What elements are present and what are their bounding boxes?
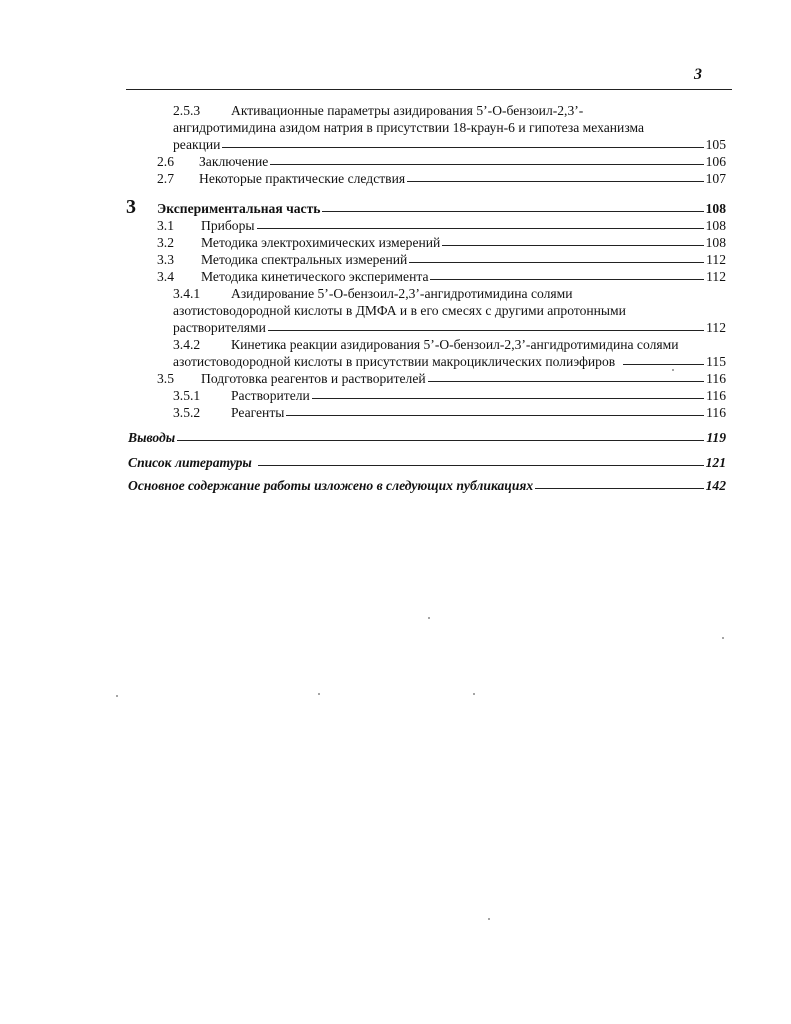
scan-speck (116, 695, 118, 697)
toc-title: Экспериментальная часть (157, 201, 321, 216)
dot-leader (286, 415, 704, 416)
toc-num: 3.5 (157, 371, 174, 386)
scan-speck (488, 918, 490, 920)
toc-title-line: реакции (173, 137, 221, 152)
toc-entry-3-4-1[interactable] (173, 319, 726, 336)
toc-title: Некоторые практические следствия (199, 171, 406, 186)
toc-num: 3.5.2 (173, 405, 201, 420)
toc-title: Основное содержание работы изложено в следующих публикациях (128, 478, 534, 493)
scan-speck (318, 693, 320, 695)
dot-leader (268, 330, 704, 331)
toc-page: 116 (706, 388, 726, 403)
toc-num: 3.4.2 (173, 337, 201, 352)
toc-conclusions[interactable] (128, 429, 726, 446)
dot-leader (177, 440, 704, 441)
dot-leader (442, 245, 703, 246)
toc-title: Методика спектральных измерений (201, 252, 408, 267)
toc-title-line: Активационные параметры азидирования 5’-О-бензоил-2,3’- (231, 103, 584, 118)
toc-title: Список литературы (128, 455, 252, 470)
toc-page: 112 (706, 320, 726, 335)
toc-title: Выводы (128, 430, 176, 445)
toc-num: 3.4 (157, 269, 174, 284)
toc-title: Подготовка реагентов и растворителей (201, 371, 426, 386)
toc-num: 3.1 (157, 218, 174, 233)
toc-num: 2.6 (157, 154, 174, 169)
toc-num: 2.5.3 (173, 103, 201, 118)
dot-leader (535, 488, 703, 489)
toc-title: Приборы (201, 218, 255, 233)
dot-leader (407, 181, 703, 182)
toc-entry-3-4-1-line2: азотистоводородной кислоты в ДМФА и в его смесях с другими апротонными (173, 303, 626, 318)
toc-entry-3-3[interactable] (157, 251, 726, 268)
toc-num: 2.7 (157, 171, 174, 186)
toc-page: 108 (705, 218, 726, 233)
dot-leader (258, 465, 704, 466)
toc-entry-2-6[interactable] (157, 153, 726, 170)
toc-page: 105 (705, 137, 726, 152)
toc-num: 3.2 (157, 235, 174, 250)
dot-leader (312, 398, 704, 399)
toc-entry-3-5-2[interactable] (173, 404, 726, 421)
toc-title: Методика электрохимических измерений (201, 235, 441, 250)
toc-page: 112 (706, 252, 726, 267)
dot-leader (430, 279, 704, 280)
toc-entry-3-4-2-line1 (173, 336, 679, 353)
dot-leader (270, 164, 703, 165)
toc-entry-3-4[interactable] (157, 268, 726, 285)
toc-entry-3-5-1[interactable] (173, 387, 726, 404)
toc-entry-2-5-3-line1 (173, 102, 583, 119)
toc-references[interactable] (128, 454, 726, 471)
dot-leader (428, 381, 704, 382)
toc-page: 116 (706, 405, 726, 420)
toc-title-line: Кинетика реакции азидирования 5’-О-бензоил-2,3’-ангидротимидина солями (231, 337, 679, 352)
toc-page: 119 (706, 430, 726, 445)
dot-leader (409, 262, 704, 263)
toc-num: 3.3 (157, 252, 174, 267)
scan-speck (473, 693, 475, 695)
toc-page: 121 (705, 455, 726, 470)
toc-page: 116 (706, 371, 726, 386)
dot-leader (222, 147, 703, 148)
chapter-number: 3 (126, 196, 136, 218)
toc-num: 3.5.1 (173, 388, 201, 403)
toc-title-line: азотистоводородной кислоты в присутствии макроциклических полиэфиров (173, 354, 616, 369)
scan-speck (672, 369, 674, 371)
toc-page: 112 (706, 269, 726, 284)
toc-page: 107 (705, 171, 726, 186)
toc-entry-3-4-2[interactable] (173, 353, 726, 370)
toc-entry-3-4-1-line1 (173, 285, 573, 302)
toc-title-line: растворителями (173, 320, 266, 335)
toc-title: Заключение (199, 154, 269, 169)
scan-speck (722, 637, 724, 639)
dot-leader (322, 211, 703, 212)
toc-entry-2-7[interactable] (157, 170, 726, 187)
toc-chapter-3[interactable] (157, 200, 726, 217)
toc-title-line: Азидирование 5’-О-бензоил-2,3’-ангидротимидина солями (231, 286, 573, 301)
toc-title: Реагенты (231, 405, 285, 420)
scan-speck (428, 617, 430, 619)
toc-entry-3-2[interactable] (157, 234, 726, 251)
toc-entry-2-5-3[interactable] (173, 136, 726, 153)
toc-title: Методика кинетического эксперимента (201, 269, 429, 284)
page-number: 3 (694, 66, 702, 83)
toc-entry-3-1[interactable] (157, 217, 726, 234)
toc-page: 106 (705, 154, 726, 169)
toc-title: Растворители (231, 388, 310, 403)
toc-page: 142 (705, 478, 726, 493)
toc-page: 108 (705, 201, 726, 216)
toc-num: 3.4.1 (173, 286, 201, 301)
dot-leader (623, 364, 704, 365)
toc-publications[interactable] (128, 477, 726, 494)
toc-entry-2-5-3-line2: ангидротимидина азидом натрия в присутствии 18-краун-6 и гипотеза механизма (173, 120, 645, 135)
dot-leader (257, 228, 704, 229)
toc-page: 115 (706, 354, 726, 369)
toc-page: 108 (705, 235, 726, 250)
toc-entry-3-5[interactable] (157, 370, 726, 387)
